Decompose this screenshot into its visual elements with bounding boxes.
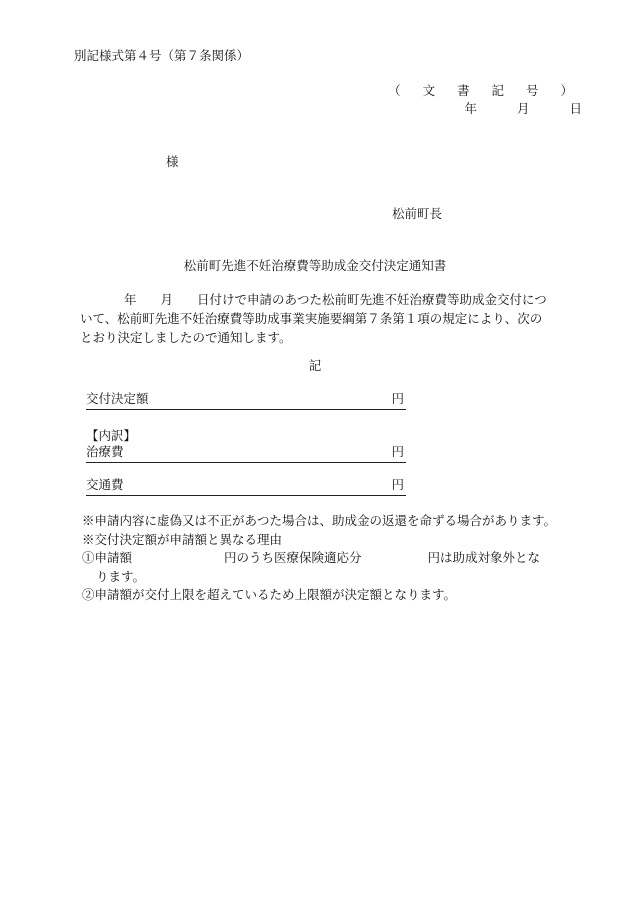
date-row bbox=[464, 101, 582, 116]
decision-amount-label: 交付決定額 bbox=[86, 391, 149, 406]
body-line-2: いて、松前町先進不妊治療費等助成事業実施要綱第７条第１項の規定により、次の bbox=[80, 311, 543, 326]
reason-1-continued: ります。 bbox=[96, 568, 146, 584]
body-line-3: とおり決定しましたので通知します。 bbox=[80, 330, 292, 345]
date-year-unit: 年 bbox=[464, 101, 477, 116]
treatment-amount-line bbox=[86, 444, 406, 463]
treatment-yen: 円 bbox=[391, 444, 404, 459]
note-false-claim: ※申請内容に虚偽又は不正があつた場合は、助成金の返還を命ずる場合があります。 bbox=[82, 513, 557, 528]
breakdown-heading: 【内訳】 bbox=[86, 428, 137, 443]
form-label: 別記様式第４号（第７条関係） bbox=[74, 48, 250, 63]
transport-yen: 円 bbox=[391, 477, 404, 492]
transport-amount-line bbox=[86, 477, 406, 496]
reason-1-c: 円は助成対象外とな bbox=[427, 550, 541, 565]
notes bbox=[82, 512, 556, 605]
recipient-honorific: 様 bbox=[166, 154, 179, 169]
treatment-label: 治療費 bbox=[86, 444, 124, 459]
document-number: （ 文 書 記 号 ） bbox=[388, 83, 582, 98]
decision-amount-yen: 円 bbox=[391, 391, 404, 406]
body-year: 年 bbox=[124, 292, 137, 307]
reason-1-a: ①申請額 bbox=[82, 550, 133, 565]
body-month: 月 bbox=[160, 292, 174, 307]
transport-label: 交通費 bbox=[86, 477, 124, 492]
document-title: 松前町先進不妊治療費等助成金交付決定通知書 bbox=[183, 258, 447, 273]
ki-heading: 記 bbox=[308, 358, 322, 373]
date-day-unit: 日 bbox=[569, 101, 582, 116]
sender-name: 松前町長 bbox=[392, 206, 443, 221]
body-line-1 bbox=[86, 290, 586, 309]
reason-1 bbox=[82, 549, 556, 568]
decision-amount-line bbox=[86, 391, 406, 410]
reason-1-b: 円のうち医療保険適応分 bbox=[224, 550, 362, 565]
body-line-1-rest: 日付けで申請のあつた松前町先進不妊治療費等助成金交付につ bbox=[197, 292, 547, 307]
note-reason-heading: ※交付決定額が申請額と異なる理由 bbox=[82, 531, 283, 547]
reason-2: ②申請額が交付上限を超えているため上限額が決定額となります。 bbox=[82, 587, 457, 602]
body-text bbox=[80, 290, 586, 347]
date-month-unit: 月 bbox=[516, 101, 530, 116]
